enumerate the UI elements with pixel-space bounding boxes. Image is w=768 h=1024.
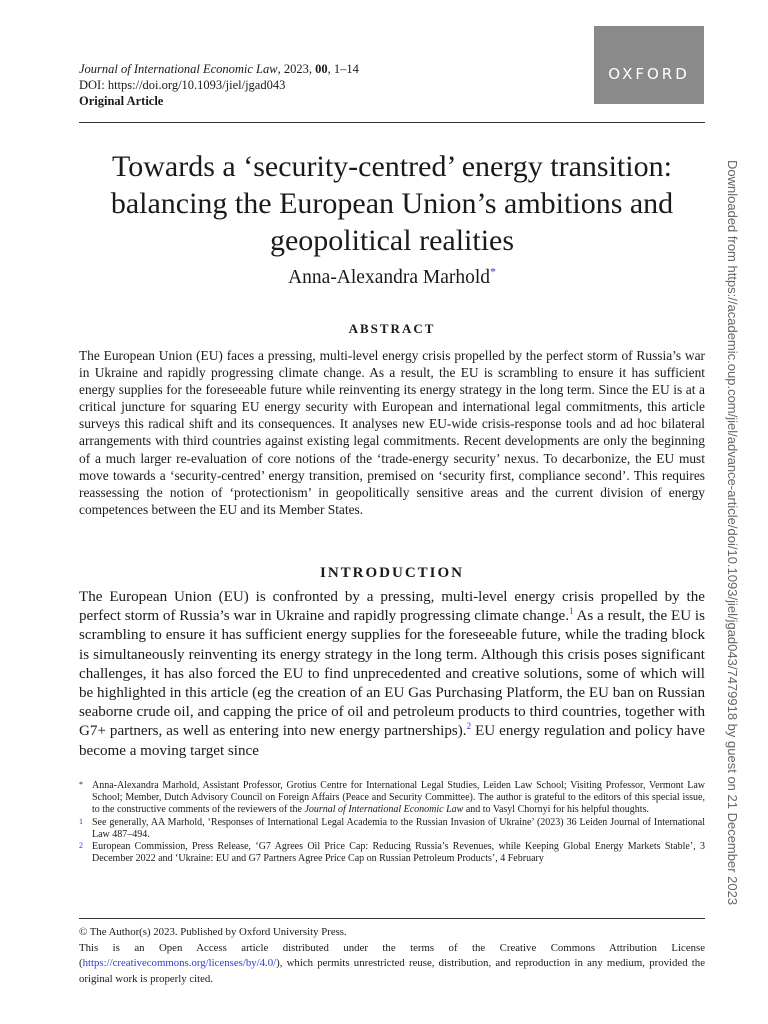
footnote-link-1[interactable]: 1 bbox=[569, 606, 574, 617]
license-link[interactable]: https://creativecommons.org/licenses/by/4.0/ bbox=[82, 957, 277, 969]
header-divider bbox=[79, 122, 705, 123]
footnote-journal-italic: Journal of International Economic Law bbox=[304, 804, 464, 816]
footnote-text-part: and to Vasyl Chornyi for his helpful thoughts. bbox=[463, 804, 649, 816]
citation-volume: 00 bbox=[315, 62, 328, 76]
download-watermark-text: Downloaded from https://academic.oup.com/jiel/advance-article/doi/10.1093/jiel/jgad043/7479918 by guest on 21 December 2023 bbox=[725, 160, 740, 906]
journal-header bbox=[79, 61, 499, 109]
footnote-text bbox=[79, 780, 705, 817]
copyright-line: © The Author(s) 2023. Published by Oxford University Press. bbox=[79, 926, 347, 938]
article-title: Towards a ‘security-centred’ energy transition: balancing the European Union’s ambitions and geopolitical realities bbox=[110, 150, 674, 257]
footnotes bbox=[79, 780, 705, 865]
abstract-heading: ABSTRACT bbox=[348, 321, 436, 336]
license-text bbox=[79, 941, 705, 988]
intro-text-3: EU energy regulation and policy have become a moving target since bbox=[79, 723, 705, 759]
footnote-link-2[interactable]: 2 bbox=[466, 721, 472, 732]
doi-line[interactable]: DOI: https://doi.org/10.1093/jiel/jgad043 bbox=[79, 78, 286, 92]
footnote-text: European Commission, Press Release, ‘G7 Agrees Oil Price Cap: Reducing Russia’s Revenues, while Keeping Global Energy Markets Stable’, 3 December 2022 and ‘Ukraine: EU and G7 Partners Agree Price Cap on Russian Petroleum Products’, 4 February bbox=[92, 841, 705, 865]
footnote-text-part: Anna-Alexandra Marhold, Assistant Professor, Grotius Centre for International Legal Studies, Leiden Law School; Visiting Professor, Vermont Law School; Member, Dutch Advisory Council on Foreign Affairs (Peace and Security Committee). The author is grateful to the editors of this special issue, to the constructive comments of the reviewers of the bbox=[92, 780, 705, 816]
footnote-1 bbox=[79, 817, 705, 841]
intro-text-2: As a result, the EU is scrambling to ensure it has sufficient energy supplies for the foreseeable future, while the trading block is simultaneously reinventing its energy strategy in the long term. Although this crisis poses significant challenges, it has also forced the EU to find unprecedented and creative solutions, some of which will be highlighted in this article (eg the creation of an EU Gas Purchasing Platform, the EU ban on Russian seaborne crude oil, and capping the price of oil and petroleum products to third countries, together with G7+ partners, as well as entering into new energy partnerships). bbox=[79, 608, 706, 740]
citation-pages: , 1–14 bbox=[327, 62, 359, 76]
introduction-paragraph bbox=[79, 588, 705, 761]
article-type: Original Article bbox=[79, 94, 164, 108]
author-footnote-link[interactable]: * bbox=[490, 265, 496, 279]
footer-divider bbox=[79, 918, 705, 919]
author-line bbox=[79, 266, 705, 290]
footnote-mark: * bbox=[79, 780, 83, 789]
footnote-author bbox=[79, 780, 705, 817]
journal-name: Journal of International Economic Law bbox=[79, 62, 278, 76]
introduction-heading: INTRODUCTION bbox=[319, 565, 464, 581]
oxford-logo-text: OXFORD bbox=[608, 65, 690, 83]
footnote-text: See generally, AA Marhold, ‘Responses of International Legal Academia to the Russian Invasion of Ukraine’ (2023) 36 Leiden Journal of International Law 487–494. bbox=[92, 816, 705, 840]
abstract-text: The European Union (EU) faces a pressing, multi-level energy crisis propelled by the perfect storm of Russia’s war in Ukraine and rapidly progressing climate change. As a result, the EU is scrambling to ensure it has sufficient energy supplies for the foreseeable future while reinventing its energy strategy in the long term. Since the EU is at a critical juncture for squaring EU energy security with European and international legal commitments, this article surveys this radical shift and its consequences. It analyses new EU-wide crisis-response tools and ad hoc bilateral arrangements with third countries against existing legal commitments. Recent developments are only the beginning of a much larger re-evaluation of core notions of the ‘trade-energy security’ nexus. To decarbonize, the EU must move towards a ‘security-centred’ energy transition, premised on ‘security first, compliance second’. This requires reassessing the notion of ‘protectionism’ in geopolitically sensitive areas and the current division of energy competences between the EU and its Member States. bbox=[79, 348, 705, 517]
author-name: Anna-Alexandra Marhold bbox=[288, 267, 491, 288]
oxford-logo bbox=[594, 26, 704, 104]
license-text-part: ), which permits unrestricted reuse, distribution, and reproduction in any medium, provided the original work is properly cited. bbox=[79, 957, 705, 985]
license-block bbox=[79, 925, 705, 987]
journal-citation bbox=[79, 61, 499, 77]
license-text-part: This is an Open Access article distributed under the terms of the Creative Commons Attribution License ( bbox=[79, 941, 705, 969]
footnote-mark[interactable]: 1 bbox=[79, 816, 83, 826]
download-watermark bbox=[725, 160, 746, 906]
intro-text-1: The European Union (EU) is confronted by a pressing, multi-level energy crisis propelled by the perfect storm of Russia’s war in Ukraine and rapidly progressing climate change. bbox=[79, 589, 705, 625]
footnote-2 bbox=[79, 841, 705, 865]
citation-year: , 2023, bbox=[277, 62, 316, 76]
footnote-mark[interactable]: 2 bbox=[79, 841, 83, 851]
